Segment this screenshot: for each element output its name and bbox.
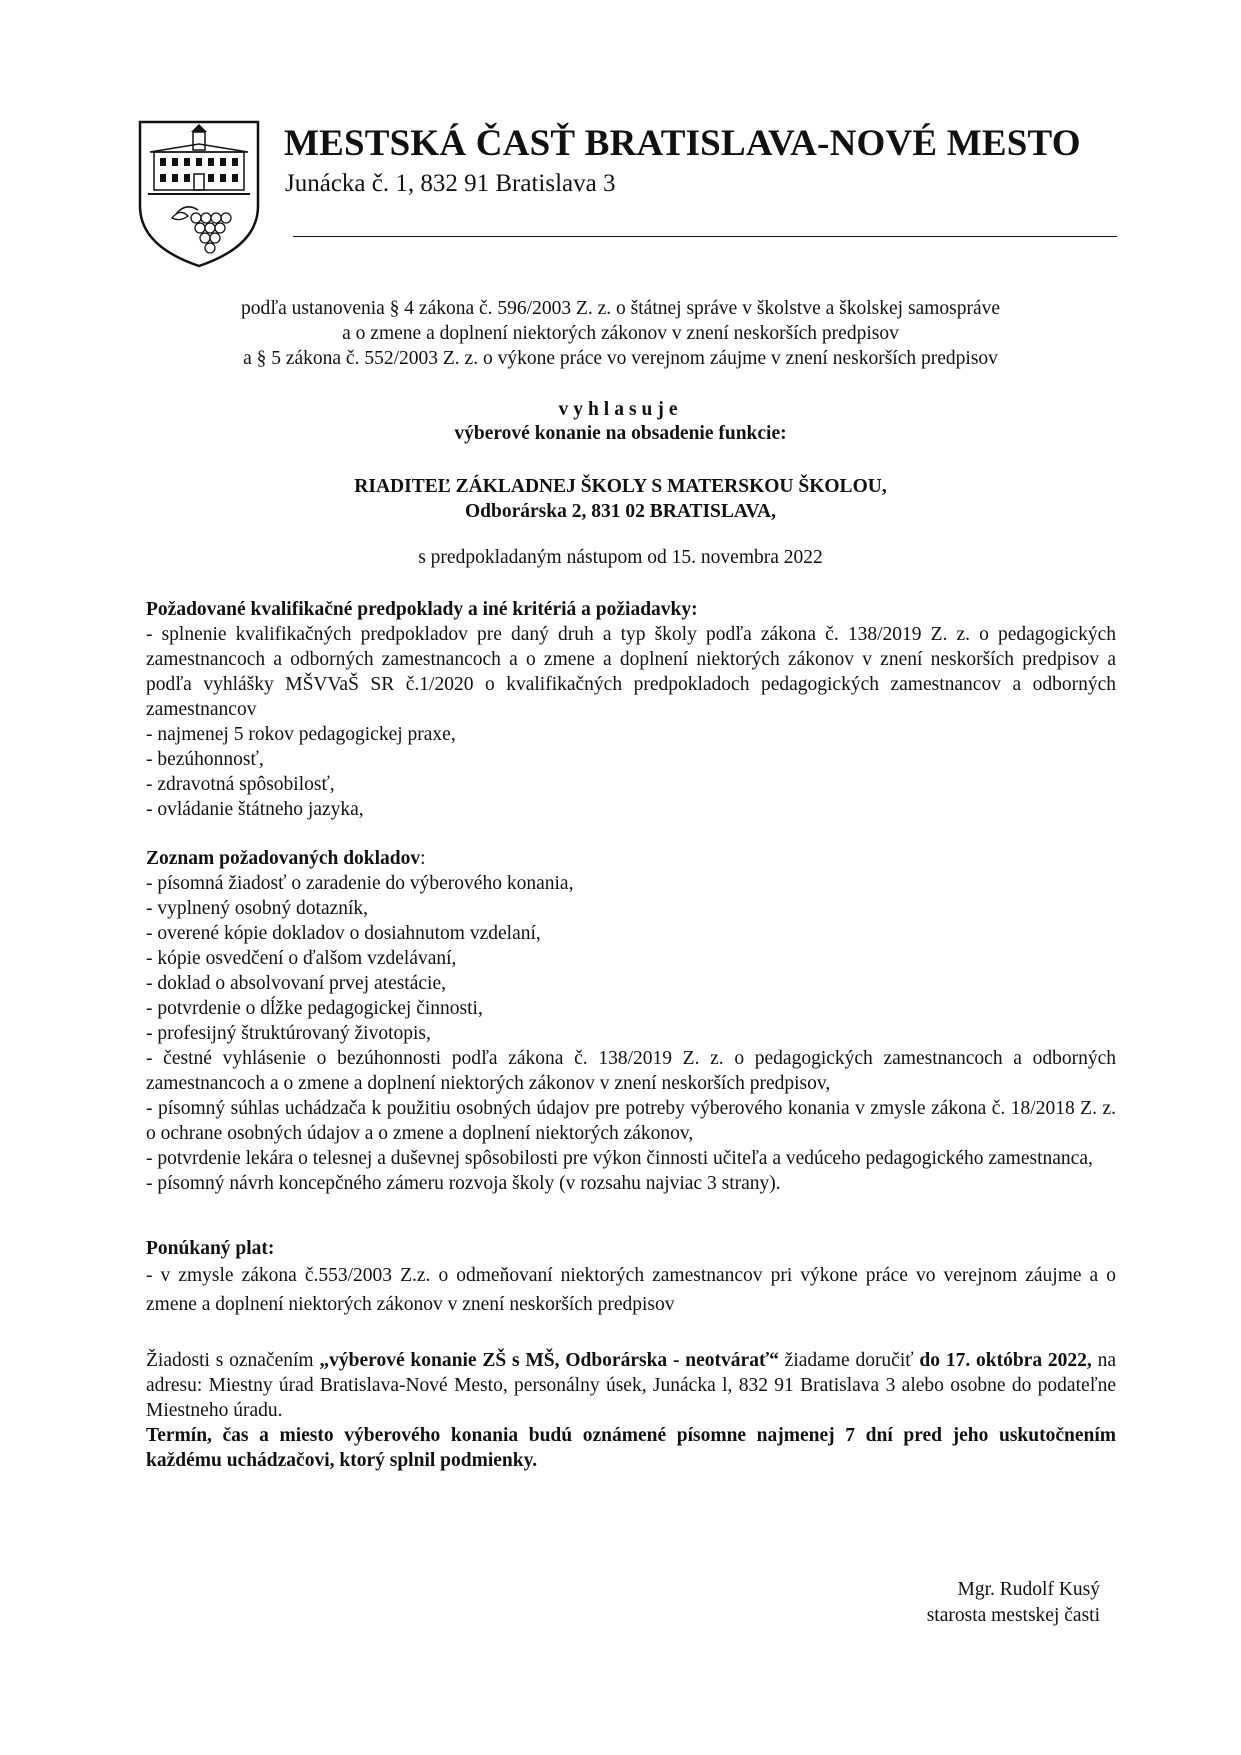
list-item: - písomný návrh koncepčného zámeru rozvoja školy (v rozsahu najviac 3 strany).: [146, 1173, 781, 1194]
list-item: - overené kópie dokladov o dosiahnutom vzdelaní,: [146, 923, 541, 944]
list-item: - potvrdenie o dĺžke pedagogickej činnosti,: [146, 998, 483, 1019]
list-item: - písomná žiadosť o zaradenie do výberového konania,: [146, 873, 574, 894]
documents-list: [146, 871, 1116, 1196]
submission-label: „výberové konanie ZŠ s MŠ, Odborárska - neotvárať“: [319, 1350, 779, 1371]
list-item: - písomný súhlas uchádzača k použitiu osobných údajov pre potreby výberového konania v zmysle zákona č. 18/2018 Z. z. o ochrane osobných údajov a o zmene a doplnení niektorých zákonov,: [146, 1098, 1116, 1144]
salary-list: [146, 1261, 1116, 1319]
section-title: Zoznam požadovaných dokladov: [146, 848, 421, 869]
submission-text: na adresu: Miestny úrad Bratislava-Nové Mesto, personálny úsek, Junácka l, 832 91 Bratislava 3 alebo osobne do podateľne Miestneho úradu.: [146, 1350, 1116, 1421]
city-crest-icon: [136, 118, 262, 270]
org-address: Junácka č. 1, 832 91 Bratislava 3: [285, 170, 616, 197]
competition-heading: výberové konanie na obsadenie funkcie:: [454, 423, 787, 444]
start-date: s predpokladaným nástupom od 15. novembra 2022: [418, 547, 823, 568]
section-title-row: [146, 846, 1116, 871]
list-item: - bezúhonnosť,: [146, 749, 264, 770]
section-title: Požadované kvalifikačné predpoklady a iné kritériá a požiadavky:: [146, 599, 698, 620]
legal-basis-line: a o zmene a doplnení niektorých zákonov v znení neskorších predpisov: [342, 323, 899, 344]
list-item: - potvrdenie lekára o telesnej a duševnej spôsobilosti pre výkon činnosti učiteľa a vedúceho pedagogického zamestnanca,: [146, 1148, 1093, 1169]
submission-text: Žiadosti s označením: [146, 1350, 320, 1371]
position-title-line: Odborárska 2, 831 02 BRATISLAVA,: [465, 501, 776, 522]
position-title-line: RIADITEĽ ZÁKLADNEJ ŠKOLY S MATERSKOU ŠKOLOU,: [354, 476, 887, 497]
list-item: - doklad o absolvovaní prvej atestácie,: [146, 973, 446, 994]
list-item: - v zmysle zákona č.553/2003 Z.z. o odmeňovaní niektorých zamestnancov pri výkone práce vo verejnom záujme a o zmene a doplnení niektorých zákonov v znení neskorších predpisov: [146, 1265, 1116, 1315]
signatory-name: Mgr. Rudolf Kusý: [957, 1579, 1100, 1600]
submission-text: žiadame doručiť: [778, 1350, 920, 1371]
legal-basis: [0, 296, 1241, 371]
submission-deadline: do 17. októbra 2022,: [919, 1350, 1092, 1371]
submission-paragraph: [146, 1348, 1116, 1423]
requirements-list: [146, 622, 1116, 822]
list-item: - vyplnený osobný dotazník,: [146, 898, 369, 919]
position-title: [0, 474, 1241, 524]
section-title: Ponúkaný plat:: [146, 1238, 275, 1259]
signature-block: [860, 1577, 1100, 1629]
list-item: - profesijný štruktúrovaný životopis,: [146, 1023, 431, 1044]
salary-section: [146, 1236, 1116, 1319]
submission-section: [146, 1348, 1116, 1473]
list-item: - kópie osvedčení o ďalšom vzdelávaní,: [146, 948, 457, 969]
list-item: - splnenie kvalifikačných predpokladov pre daný druh a typ školy podľa zákona č. 138/2019 Z. z. o pedagogických zamestnancoch a odborných zamestnancoch a o zmene a doplnení niektorých zákonov v znení neskorších predpisov a podľa vyhlášky MŠVVaŠ SR č.1/2020 o kvalifikačných predpokladoch pedagogických zamestnancov a odborných zamestnancov: [146, 624, 1116, 720]
list-item: - najmenej 5 rokov pedagogickej praxe,: [146, 724, 456, 745]
list-item: - zdravotná spôsobilosť,: [146, 774, 335, 795]
section-title-colon: :: [420, 848, 426, 869]
legal-basis-line: podľa ustanovenia § 4 zákona č. 596/2003 Z. z. o štátnej správe v školstve a školskej samospráve: [240, 298, 1001, 319]
list-item: - čestné vyhlásenie o bezúhonnosti podľa zákona č. 138/2019 Z. z. o pedagogických zamestnancoch a odborných zamestnancoch a o zmene a doplnení niektorých zákonov v znení neskorších predpisov,: [146, 1048, 1116, 1094]
proclaims-heading: vyhlasuje: [558, 399, 683, 420]
documents-section: [146, 846, 1116, 1196]
signatory-role: starosta mestskej časti: [926, 1605, 1100, 1626]
list-item: - ovládanie štátneho jazyka,: [146, 799, 364, 820]
header-divider: [293, 236, 1117, 237]
requirements-section: [146, 597, 1116, 822]
submission-notice: Termín, čas a miesto výberového konania budú oznámené písomne najmenej 7 dní pred jeho uskutočnením každému uchádzačovi, ktorý splnil podmienky.: [146, 1425, 1116, 1471]
legal-basis-line: a § 5 zákona č. 552/2003 Z. z. o výkone práce vo verejnom záujme v znení neskorších predpisov: [243, 348, 998, 369]
org-name: MESTSKÁ ČASŤ BRATISLAVA-NOVÉ MESTO: [284, 123, 1081, 164]
